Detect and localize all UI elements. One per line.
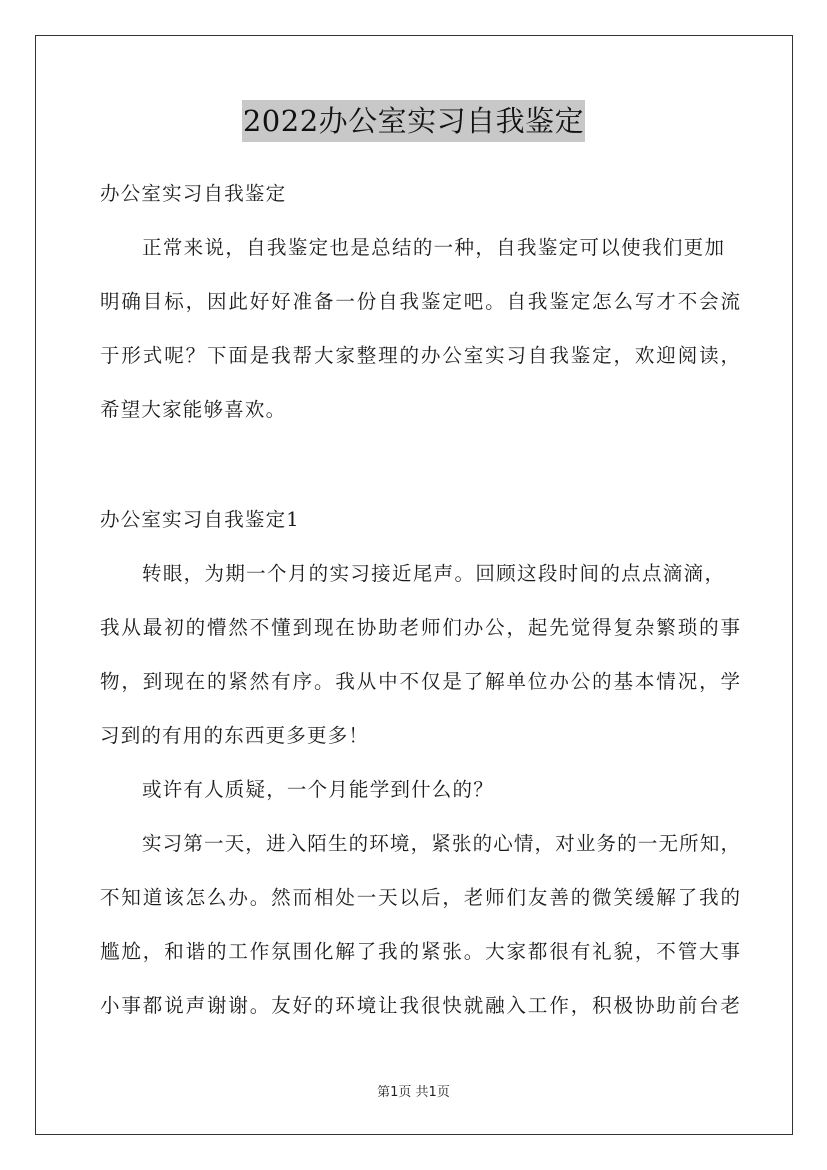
intro-line: 希望大家能够喜欢。 [100,398,287,421]
document-subtitle: 办公室实习自我鉴定 [100,182,287,205]
paragraph-line: 实习第一天，进入陌生的环境，紧张的心情，对业务的一无所知， [142,832,740,855]
paragraph-line: 尴尬，和谐的工作氛围化解了我的紧张。大家都很有礼貌，不管大事 [100,940,740,963]
paragraph-line: 不知道该怎么办。然而相处一天以后，老师们友善的微笑缓解了我的 [100,886,740,909]
intro-line: 正常来说，自我鉴定也是总结的一种，自我鉴定可以使我们更加 [142,236,724,259]
paragraph-line: 物，到现在的紧然有序。我从中不仅是了解单位办公的基本情况，学 [100,670,740,693]
section-heading: 办公室实习自我鉴定1 [100,508,300,531]
title-container [0,100,827,142]
paragraph-line: 习到的有用的东西更多更多！ [100,724,370,747]
paragraph-line: 转眼，为期一个月的实习接近尾声。回顾这段时间的点点滴滴， [142,562,724,585]
intro-line: 于形式呢？下面是我帮大家整理的办公室实习自我鉴定，欢迎阅读， [100,344,740,367]
document-title: 2022办公室实习自我鉴定 [242,100,585,142]
paragraph-line: 我从最初的懵然不懂到现在协助老师们办公，起先觉得复杂繁琐的事 [100,616,740,639]
paragraph-line: 或许有人质疑，一个月能学到什么的？ [142,778,494,801]
intro-line: 明确目标，因此好好准备一份自我鉴定吧。自我鉴定怎么写才不会流 [100,290,740,313]
paragraph-line: 小事都说声谢谢。友好的环境让我很快就融入工作，积极协助前台老 [100,994,740,1017]
page-footer: 第1页 共1页 [377,1085,450,1100]
